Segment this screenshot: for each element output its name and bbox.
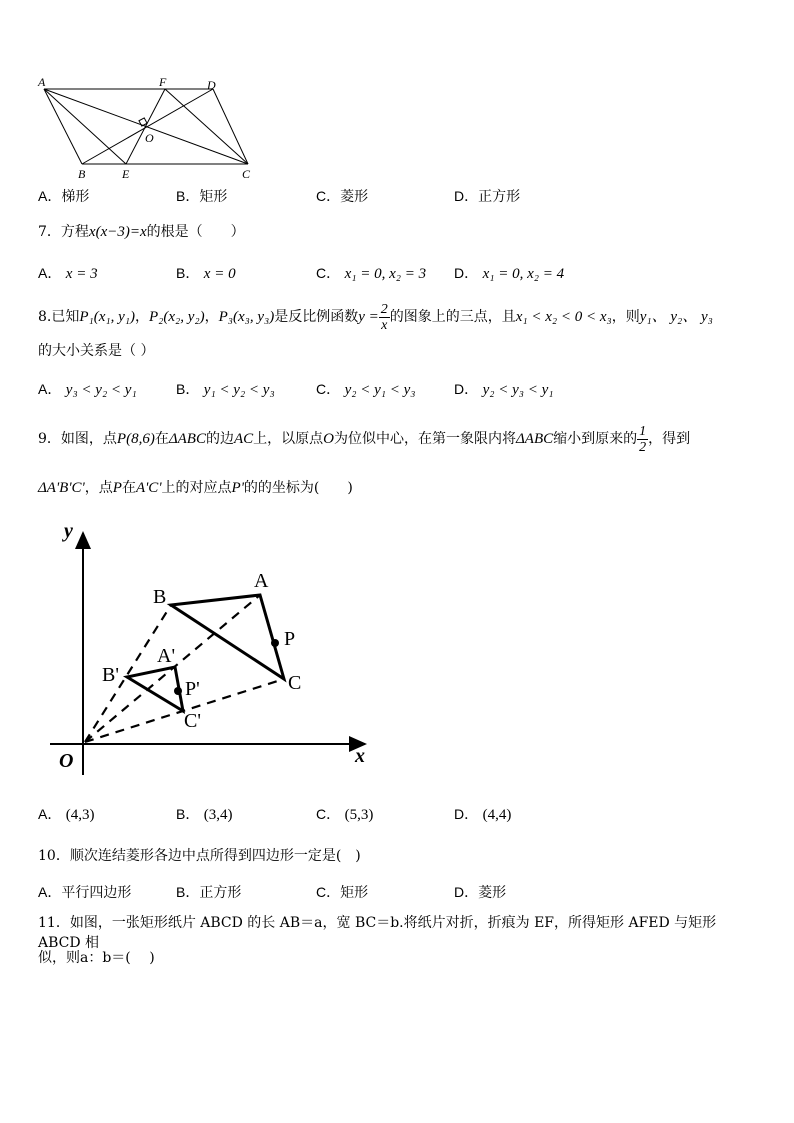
question-number: 7． [38,224,61,240]
segment-AE [44,89,126,164]
q9-text: 的的坐标为( ) [243,480,353,496]
q9-stem-line2 [38,478,353,498]
question-number: 9． [38,431,61,447]
q8-text: ，则 [611,309,640,325]
label-P: P [284,628,296,650]
q8-option-b[interactable] [176,379,275,400]
label-O: O [145,131,154,145]
q9-fraction [637,424,648,455]
label-F: F [159,75,167,89]
option-text: 菱形 [340,189,369,205]
q11-stem-line2: 似，则a：b＝( ) [38,950,155,966]
q9-homothety-figure [40,515,380,775]
q9-option-a[interactable] [38,804,95,825]
option-label: A． [38,188,62,204]
label-C: C [288,672,302,694]
q8-point-p3: P₃(x₃, y₃) [218,309,275,325]
q7-equation: x(x−3)=x [88,224,147,240]
option-text: x = 0 [203,266,236,282]
q9-text: 为位似中心，在第一象限内将 [333,431,516,447]
q7-option-b[interactable] [176,263,236,284]
q10-option-b[interactable] [176,882,241,903]
q9-text: 缩小到原来的 [553,431,638,447]
q8-variables: y₁、 y₂、 y₃ [639,309,713,325]
option-text: x₁ = 0, x₂ = 4 [482,266,565,282]
q8-text: 是反比例函数 [274,309,359,325]
option-text: 平行四边形 [61,885,132,901]
q9-text: 在 [154,431,169,447]
q6-option-a[interactable] [38,186,89,207]
q11-stem-line1: 11．如图，一张矩形纸片 ABCD 的长 AB＝a，宽 BC＝b.将纸片对折，折痕为 EF，所得矩形 AFED 与矩形 ABCD 相 [38,915,717,951]
q9-point: P(8,6) [116,431,155,447]
fraction-numerator: 1 [639,423,647,439]
label-C: C [242,167,251,181]
fraction-numerator: 2 [380,301,388,317]
q9-option-b[interactable] [176,804,233,825]
option-label: B． [176,188,200,204]
option-text: 矩形 [340,885,369,901]
option-label: D． [454,884,479,900]
axis-label-x: x [355,745,365,767]
q10-option-c[interactable] [316,882,368,903]
label-P1: P' [185,678,200,700]
q9-point-p: P [112,480,122,496]
q9-option-d[interactable] [454,804,511,825]
option-label: D． [454,188,479,204]
label-B: B [153,586,167,608]
option-label: A． [38,381,62,397]
q7-option-c[interactable] [316,263,426,284]
q9-text: 的边 [205,431,234,447]
option-text: (4,4) [482,807,512,823]
q8-point-p2: P₂(x₂, y₂) [148,309,205,325]
q10-option-a[interactable] [38,882,131,903]
option-text: x₁ = 0, x₂ = 3 [344,266,427,282]
q10-option-d[interactable] [454,882,506,903]
q8-stem-line2: 的大小关系是（ ） [38,343,155,359]
option-label: A． [38,884,62,900]
option-text: 正方形 [199,885,242,901]
q8-option-d[interactable] [454,379,553,400]
segment-AB [44,89,82,164]
option-label: A． [38,806,62,822]
q8-function-lhs: y = [358,309,379,325]
q9-text: 上，以原点 [253,431,324,447]
option-text: (5,3) [344,807,374,823]
label-A1: A' [157,645,176,667]
question-number: 8. [38,309,52,325]
label-A: A [38,75,46,89]
option-label: D． [454,265,479,281]
origin-label: O [59,750,74,772]
point-P [271,639,279,647]
option-text: 矩形 [199,189,228,205]
axis-label-y: y [64,520,73,542]
option-text: x = 3 [65,266,98,282]
q8-text: 的图象上的三点，且 [389,309,516,325]
label-B1: B' [102,664,119,686]
option-text: 梯形 [61,189,90,205]
option-text: y₂ < y₃ < y₁ [482,382,554,398]
option-label: B． [176,884,200,900]
q8-fraction [379,302,390,333]
q9-option-c[interactable] [316,804,373,825]
q9-triangle: ΔABC [515,431,554,447]
option-label: A． [38,265,62,281]
q9-text: ，点 [84,480,113,496]
q9-origin: O [323,431,334,447]
q8-point-p1: P₁(x₁, y₁) [79,309,135,325]
option-text: y₁ < y₂ < y₃ [203,382,275,398]
q8-text: 已知 [51,309,80,325]
fraction-denominator: x [381,317,388,333]
q6-parallelogram-figure [30,72,260,184]
q9-side-image: A'C' [135,480,162,496]
q8-option-a[interactable] [38,379,137,400]
option-label: C． [316,265,341,281]
option-label: C． [316,188,341,204]
ray-OB [85,605,171,742]
option-text: 正方形 [478,189,521,205]
q8-separator: ， [134,309,149,325]
triangle-ABC [171,595,284,679]
option-text: 菱形 [478,885,507,901]
option-text: (3,4) [203,807,233,823]
option-label: D． [454,381,479,397]
point-P1 [174,687,182,695]
option-text: (4,3) [65,807,95,823]
q6-option-b[interactable] [176,186,227,207]
segment-FC [165,89,248,164]
q9-stem-line1 [38,422,690,456]
q9-text: ，得到 [648,431,691,447]
q10-stem: 10．顺次连结菱形各边中点所得到四边形一定是( ) [38,848,361,864]
q8-option-c[interactable] [316,379,415,400]
option-label: D． [454,806,479,822]
option-label: C． [316,806,341,822]
q8-stem-line1 [38,300,713,334]
q6-option-c[interactable] [316,186,368,207]
fraction-denominator: 2 [639,439,647,455]
q7-option-a[interactable] [38,263,98,284]
segment-EF [126,89,165,164]
q7-suffix: 的根是（ ） [146,224,245,240]
option-label: B． [176,381,200,397]
q6-option-d[interactable] [454,186,520,207]
option-label: C． [316,884,341,900]
option-label: C． [316,381,341,397]
q7-stem [38,222,245,242]
diagonal-BD [82,89,213,164]
label-B: B [78,167,86,181]
q9-triangle: ΔABC [168,431,206,447]
option-text: y₂ < y₁ < y₃ [344,382,416,398]
q9-triangle-image: ΔA'B'C' [38,480,85,496]
q8-inequality: x₁ < x₂ < 0 < x₃ [515,309,612,325]
label-D: D [207,78,216,92]
q8-separator: ， [204,309,219,325]
label-C1: C' [184,710,201,732]
q9-side: AC [233,431,254,447]
q7-option-d[interactable] [454,263,564,284]
q9-point-p-image: P' [231,480,244,496]
q9-text: 在 [121,480,136,496]
option-text: y₃ < y₂ < y₁ [65,382,137,398]
option-label: B． [176,806,200,822]
q9-text: 上的对应点 [161,480,232,496]
label-E: E [122,167,130,181]
q7-prefix: 方程 [60,224,89,240]
label-A: A [254,570,269,592]
q9-text: 如图，点 [60,431,117,447]
option-label: B． [176,265,200,281]
